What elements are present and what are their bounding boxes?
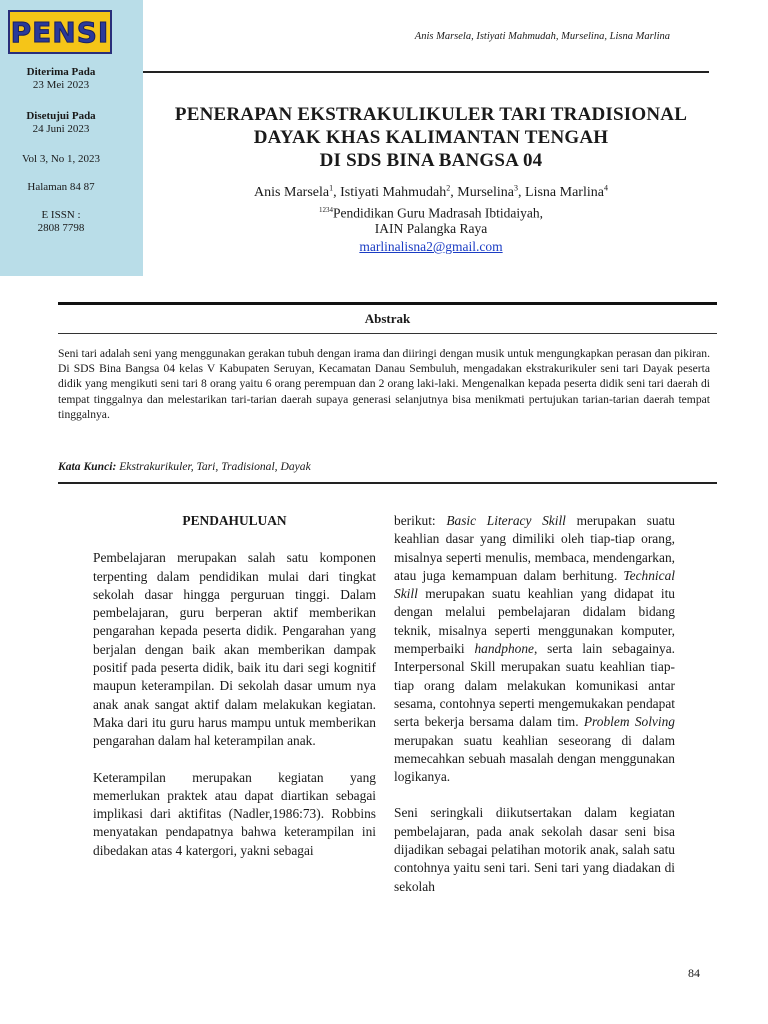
title-line-2: DAYAK KHAS KALIMANTAN TENGAH xyxy=(253,127,609,148)
intro-paragraph-1: Pembelajaran merupakan salah satu komponen terpenting dalam pendidikan mulai dari tingkat sekolah dasar hingga perguruan tinggi. Dalam pembelajaran, guru berperan aktif memberikan pengarahan kepada peserta didik. Pengarahan yang berjalan dengan baik akan memberikan dampak positif pada peserta didik, baik itu dari segi kognitif maupun keterampilan. Di sekolah dasar umum nya anak anak sangat aktif dalam melakukan kegiatan. Maka dari itu guru harus mampu untuk memberikan pengarahan dalam hal keterampilan anak. xyxy=(93,550,376,749)
abstract-bottom-rule xyxy=(58,482,717,484)
section-heading: PENDAHULUAN xyxy=(182,513,287,528)
page-number: 84 xyxy=(688,966,700,980)
received-info xyxy=(0,66,122,92)
keywords xyxy=(58,460,710,473)
author-list: Anis Marsela$^1$, Istiyati Mahmudah$^2$, Murselina$^3$, Lisna Marlina$^4$ xyxy=(254,183,608,200)
journal-logo: PENSI xyxy=(8,10,112,54)
abstract-heading: Abstrak xyxy=(364,311,411,326)
author-name: Lisna Marlina xyxy=(525,185,604,200)
keywords-list: Ekstrakurikuler, Tari, Tradisional, Dayak xyxy=(116,460,311,473)
author-name: Murselina xyxy=(457,185,515,200)
author-sup: 2 xyxy=(446,183,451,193)
abstract-text: Seni tari adalah seni yang menggunakan gerakan tubuh dengan irama dan diiringi dengan musik untuk mengungkapkan perasan dan pikiran. Di SDS Bina Bangsa 04 kelas V Kabupaten Seruyan, Kecamatan Danau Sembuluh, mengadakan ekstrakurikuler seni tari Dayak peserta didik yang mengikuti seni tari 8 orang yaitu 6 orang perempuan dan 2 orang laki-laki. Mengenalkan kepada peserta didik seni tari daerah di tempat tinggalnya dan melestarikan tari-tarian daerah supaya generasi selanjutnya bisa menikmati pertujukan tarian-tarian daerah tempat tinggalnya. xyxy=(58,347,710,421)
keywords-label: Kata Kunci: xyxy=(58,460,117,473)
issn-label: E ISSN : xyxy=(41,209,81,221)
author-sup: 3 xyxy=(514,183,519,193)
author-sup: 4 xyxy=(603,183,608,193)
abstract-top-rule xyxy=(58,302,717,305)
author-name: Anis Marsela xyxy=(254,185,330,200)
skills-paragraph: berikut: Basic Literacy Skill merupakan suatu keahlian dasar yang dimiliki oleh tiap-tiap orang, misalnya seperti menulis, membaca, mendengarkan, atau juga kemampuan dalam berhitung. Technical Skill merupakan suatu keahlian yang didapat itu dengan melalui pembelajaran didalam bidang teknik, misalnya seperti menggunakan komputer, memperbaiki handphone, serta lain sebagainya. Interpersonal Skill merupakan suatu keahlian tiap-tiap orang dalam melakukan komunikasi antar sesama, contohnya seperti mengemukakan pendapat serta bekerja bersama dalam tim. Problem Solving merupakan suatu keahlian seseorang di dalam memecahkan sebuah masalah dengan menggunakan logikanya. xyxy=(394,513,676,785)
title-line-1: PENERAPAN EKSTRAKULIKULER TARI TRADISIONAL xyxy=(174,104,688,125)
intro-paragraph-2: Keterampilan merupakan kegiatan yang memerlukan praktek atau dapat diartikan sebagai implikasi dari aktifitas (Nadler,1986:73). Robbins menyatakan pendapatnya bahwa keterampilan ini dibedakan atas 4 katergori, yakni sebagai xyxy=(93,769,376,858)
affiliation-line-1: $^{1234}$Pendidikan Guru Madrasah Ibtidaiyah, xyxy=(319,205,543,221)
pages-info: Halaman 84 87 xyxy=(27,181,95,193)
right-column xyxy=(394,512,675,896)
abstract-heading-rule xyxy=(58,333,717,334)
author-sup: 1 xyxy=(329,183,334,193)
issn-value: 2808 7798 xyxy=(37,222,85,234)
received-label: Diterima Pada xyxy=(26,66,96,78)
approved-info xyxy=(0,110,122,136)
received-date: 23 Mei 2023 xyxy=(32,79,90,91)
approved-date: 24 Juni 2023 xyxy=(32,123,90,135)
header-rule xyxy=(143,71,709,73)
email-row xyxy=(143,238,719,255)
journal-sidebar xyxy=(0,0,143,276)
art-paragraph: Seni seringkali diikutsertakan dalam kegiatan pembelajaran, pada anak sekolah dasar seni bisa dijadikan sebagai pelatihan motorik anak, salah satu contohnya yaitu seni tari. Seni tari yang diadakan di sekolah xyxy=(394,805,675,894)
approved-label: Disetujui Pada xyxy=(26,110,96,122)
volume-info: Vol 3, No 1, 2023 xyxy=(21,153,101,165)
author-email-link[interactable]: marlinalisna2@gmail.com xyxy=(359,239,503,254)
affiliation-sup: 1234 xyxy=(319,206,334,214)
article-title xyxy=(143,103,719,172)
issn-info xyxy=(0,209,122,235)
running-head: Anis Marsela, Istiyati Mahmudah, Murselina, Lisna Marlina xyxy=(414,31,670,42)
left-column xyxy=(93,512,376,860)
author-name: Istiyati Mahmudah xyxy=(340,185,447,200)
affiliation-line-2: IAIN Palangka Raya xyxy=(374,221,488,236)
title-line-3: DI SDS BINA BANGSA 04 xyxy=(319,150,543,171)
